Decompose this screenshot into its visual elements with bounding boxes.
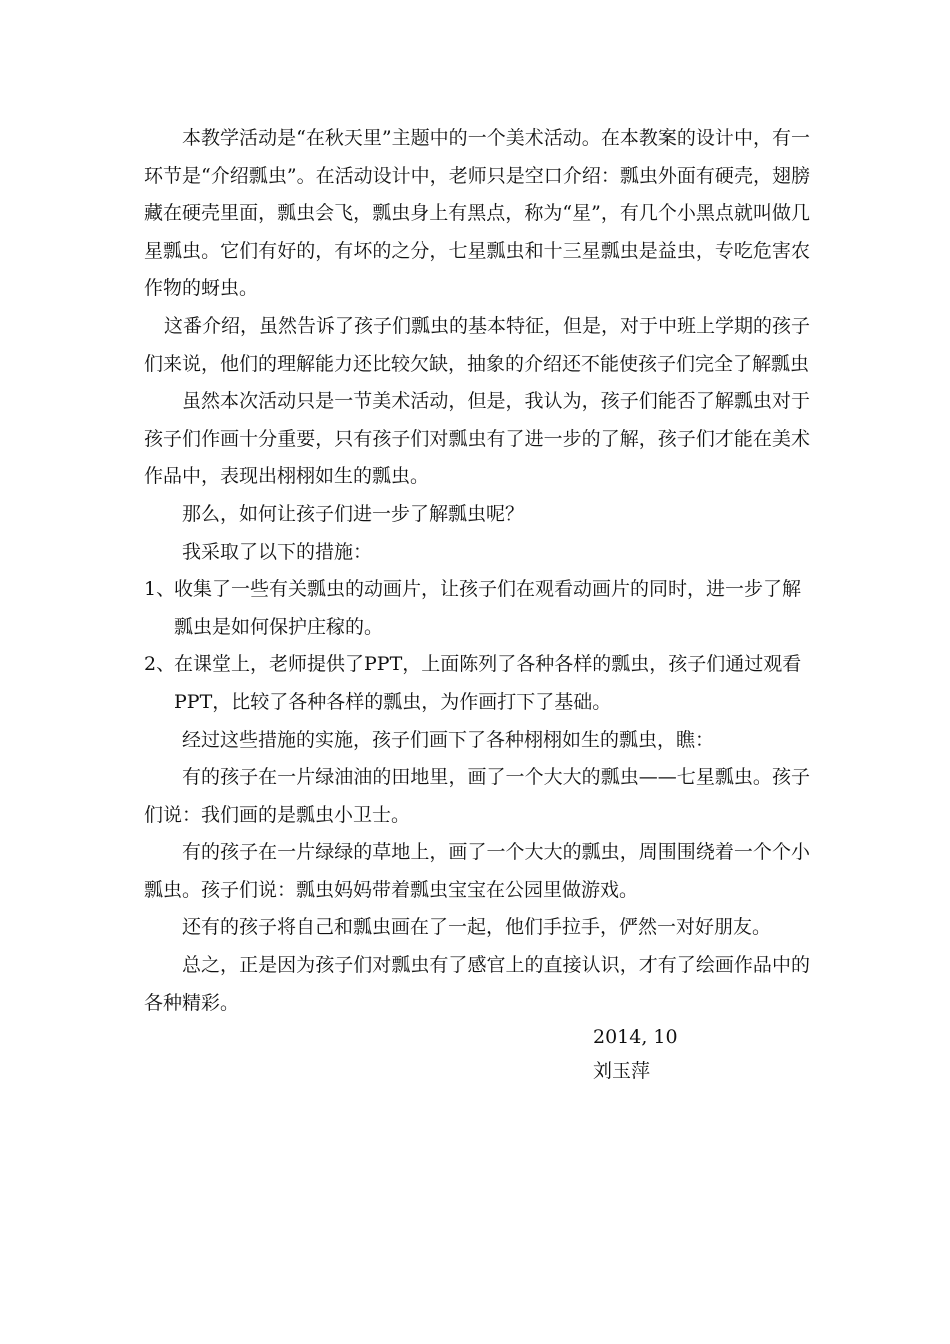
paragraph-example-2: 有的孩子在一片绿绿的草地上，画了一个大大的瓢虫，周围围绕着一个个小瓢虫。孩子们说：瓢虫妈妈带着瓢虫宝宝在公园里做游戏。 — [144, 841, 810, 901]
paragraph-question: 那么，如何让孩子们进一步了解瓢虫呢？ — [182, 502, 525, 525]
paragraph-results: 经过这些措施的实施，孩子们画下了各种栩栩如生的瓢虫，瞧： — [182, 728, 715, 751]
list-number: 2、 — [144, 653, 176, 676]
paragraph-example-1: 有的孩子在一片绿油油的田地里，画了一个大大的瓢虫——七星瓢虫。孩子们说：我们画的是瓢虫小卫士。 — [144, 766, 810, 826]
list-item-2 — [144, 646, 810, 721]
paragraph-measures-intro: 我采取了以下的措施： — [182, 540, 373, 563]
list-item-text: 在课堂上，老师提供了PPT，上面陈列了各种各样的瓢虫，孩子们通过观看PPT，比较了各种各样的瓢虫，为作画打下了基础。 — [174, 653, 802, 713]
paragraph-conclusion: 总之，正是因为孩子们对瓢虫有了感官上的直接认识，才有了绘画作品中的各种精彩。 — [144, 954, 810, 1014]
paragraph-example-3: 还有的孩子将自己和瓢虫画在了一起，他们手拉手，俨然一对好朋友。 — [182, 916, 772, 939]
list-item-1 — [144, 571, 810, 646]
paragraph-intro: 本教学活动是“在秋天里”主题中的一个美术活动。在本教案的设计中，有一环节是“介绍瓢虫”。在活动设计中，老师只是空口介绍：瓢虫外面有硬壳，翅膀藏在硬壳里面，瓢虫会飞，瓢虫身上有黑点，称为“星”，有几个小黑点就叫做几星瓢虫。它们有好的，有坏的之分，七星瓢虫和十三星瓢虫是益虫，专吃危害农作物的蚜虫。 — [144, 127, 810, 300]
list-number: 1、 — [144, 578, 176, 601]
signature-author: 刘玉萍 — [593, 1060, 651, 1082]
list-item-text: 收集了一些有关瓢虫的动画片，让孩子们在观看动画片的同时，进一步了解瓢虫是如何保护庄稼的。 — [174, 578, 802, 638]
signature-date: 2014, 10 — [593, 1026, 678, 1048]
document-body — [144, 120, 810, 1022]
paragraph-critique: 这番介绍，虽然告诉了孩子们瓢虫的基本特征，但是，对于中班上学期的孩子们来说，他们的理解能力还比较欠缺，抽象的介绍还不能使孩子们完全了解瓢虫 — [144, 314, 811, 375]
signature-block — [593, 1020, 678, 1088]
paragraph-importance: 虽然本次活动只是一节美术活动，但是，我认为，孩子们能否了解瓢虫对于孩子们作画十分重要，只有孩子们对瓢虫有了进一步的了解，孩子们才能在美术作品中，表现出栩栩如生的瓢虫。 — [144, 390, 810, 488]
